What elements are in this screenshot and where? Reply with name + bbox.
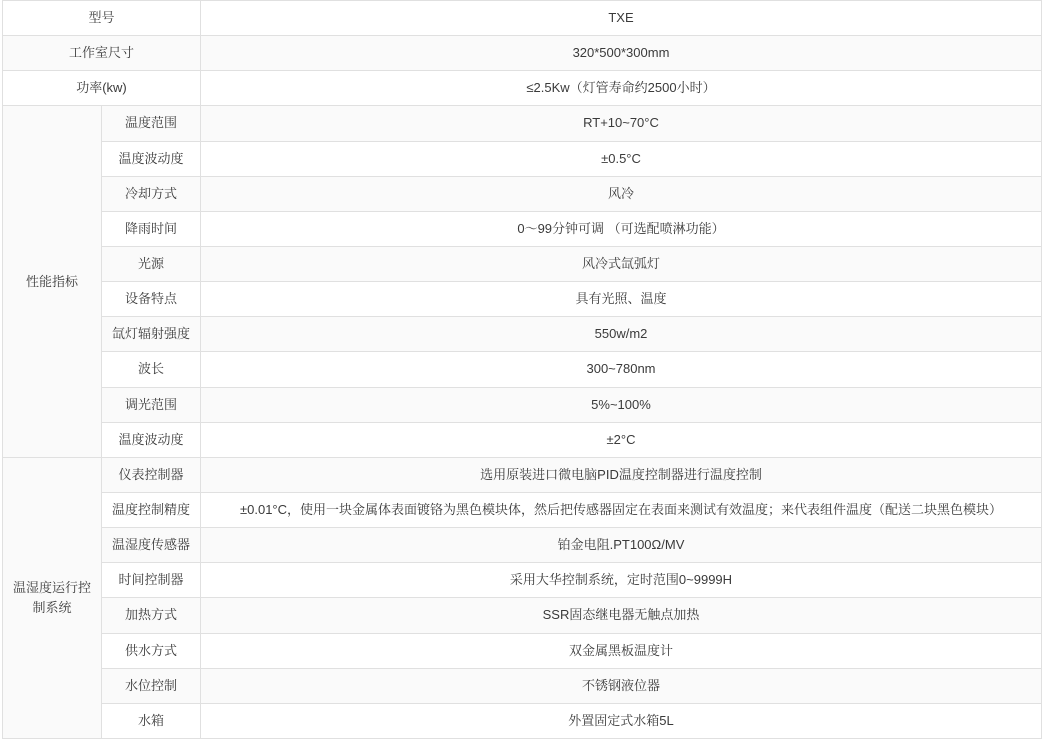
table-row <box>3 422 1042 457</box>
spec-value: 320*500*300mm <box>201 36 1042 71</box>
table-row <box>3 246 1042 281</box>
table-row <box>3 282 1042 317</box>
spec-value: ≤2.5Kw（灯管寿命约2500小时） <box>201 71 1042 106</box>
spec-label: 设备特点 <box>102 282 201 317</box>
table-row <box>3 317 1042 352</box>
spec-label: 调光范围 <box>102 387 201 422</box>
spec-value: SSR固态继电器无触点加热 <box>201 598 1042 633</box>
table-row <box>3 36 1042 71</box>
spec-value: 采用大华控制系统，定时范围0~9999H <box>201 563 1042 598</box>
spec-label: 降雨时间 <box>102 211 201 246</box>
spec-label: 氙灯辐射强度 <box>102 317 201 352</box>
table-body <box>3 1 1042 739</box>
spec-label: 波长 <box>102 352 201 387</box>
spec-value: TXE <box>201 1 1042 36</box>
table-row <box>3 106 1042 141</box>
spec-label: 温度波动度 <box>102 141 201 176</box>
spec-label: 加热方式 <box>102 598 201 633</box>
spec-value: 风冷 <box>201 176 1042 211</box>
spec-value: 双金属黑板温度计 <box>201 633 1042 668</box>
group-label-control-system: 温湿度运行控制系统 <box>3 457 102 738</box>
spec-value: 铂金电阻.PT100Ω/MV <box>201 528 1042 563</box>
spec-label: 冷却方式 <box>102 176 201 211</box>
spec-value: 不锈钢液位器 <box>201 668 1042 703</box>
table-row <box>3 457 1042 492</box>
spec-value: 具有光照、温度 <box>201 282 1042 317</box>
spec-value: 550w/m2 <box>201 317 1042 352</box>
spec-label: 温度控制精度 <box>102 492 201 527</box>
table-row <box>3 703 1042 738</box>
spec-label: 供水方式 <box>102 633 201 668</box>
spec-value: RT+10~70°C <box>201 106 1042 141</box>
spec-value: 风冷式氙弧灯 <box>201 246 1042 281</box>
table-row <box>3 563 1042 598</box>
spec-value: 外置固定式水箱5L <box>201 703 1042 738</box>
spec-label: 时间控制器 <box>102 563 201 598</box>
specification-table <box>2 0 1042 739</box>
table-row <box>3 528 1042 563</box>
spec-label: 温度范围 <box>102 106 201 141</box>
spec-value: ±0.5°C <box>201 141 1042 176</box>
table-row <box>3 211 1042 246</box>
table-row <box>3 633 1042 668</box>
table-row <box>3 492 1042 527</box>
spec-label: 型号 <box>3 1 201 36</box>
group-label-performance: 性能指标 <box>3 106 102 457</box>
spec-label: 水箱 <box>102 703 201 738</box>
spec-value: 300~780nm <box>201 352 1042 387</box>
table-row <box>3 141 1042 176</box>
spec-value: 5%~100% <box>201 387 1042 422</box>
table-row <box>3 668 1042 703</box>
spec-value: ±2°C <box>201 422 1042 457</box>
spec-value: 选用原装进口微电脑PID温度控制器进行温度控制 <box>201 457 1042 492</box>
table-row <box>3 352 1042 387</box>
spec-value: 0～99分钟可调 （可选配喷淋功能） <box>201 211 1042 246</box>
table-row <box>3 1 1042 36</box>
table-row <box>3 176 1042 211</box>
spec-label: 工作室尺寸 <box>3 36 201 71</box>
spec-label: 光源 <box>102 246 201 281</box>
table-row <box>3 387 1042 422</box>
table-row <box>3 71 1042 106</box>
spec-label: 温度波动度 <box>102 422 201 457</box>
spec-label: 功率(kw) <box>3 71 201 106</box>
spec-label: 温湿度传感器 <box>102 528 201 563</box>
spec-label: 水位控制 <box>102 668 201 703</box>
spec-value: ±0.01°C，使用一块金属体表面镀铬为黑色模块体，然后把传感器固定在表面来测试有效温度；来代表组件温度（配送二块黑色模块） <box>201 492 1042 527</box>
table-row <box>3 598 1042 633</box>
spec-label: 仪表控制器 <box>102 457 201 492</box>
